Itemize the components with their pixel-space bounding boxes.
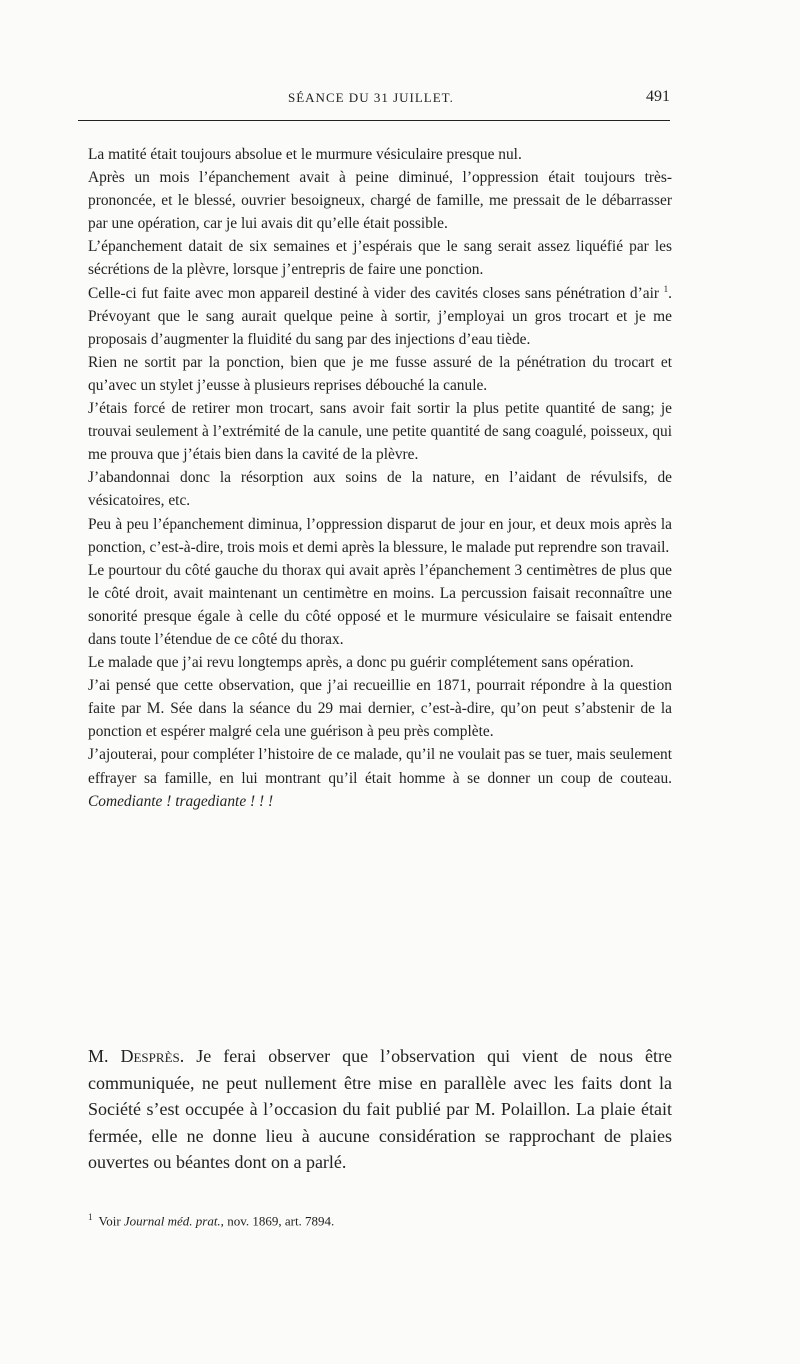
running-title: SÉANCE DU 31 JUILLET. xyxy=(288,90,454,105)
speaker-name: M. Desprès. xyxy=(88,1046,185,1066)
page-header xyxy=(78,82,670,122)
body-text xyxy=(88,143,672,813)
footnote-mark: 1 xyxy=(88,1212,93,1222)
header-rule xyxy=(78,120,670,121)
exclamation: Comediante ! tragediante ! ! ! xyxy=(88,792,274,810)
paragraph: J’étais forcé de retirer mon trocart, sans avoir fait sortir la plus petite quantité de sang; je trouvai seulement à l’extrémité de la canule, une petite quantité de sang coagulé, poisseux, qui me prouva que j’étais bien dans la cavité de la plèvre. xyxy=(88,400,672,464)
paragraph: Celle-ci fut faite avec mon appareil destiné à vider des cavités closes sans pénétration d’air $^1$. Prévoyant que le sang aurait quelque peine à sortir, j’employai un gros trocart et je me proposais d’augmenter la fluidité du sang par des injections d’eau tiède. xyxy=(88,283,672,348)
discussion-paragraph xyxy=(88,1043,672,1176)
paragraph: Rien ne sortit par la ponction, bien que je me fusse assuré de la pénétration du trocart et qu’avec un stylet j’eusse à plusieurs reprises débouché la canule. xyxy=(88,353,672,394)
paragraph: Le pourtour du côté gauche du thorax qui avait après l’épanchement 3 centimètres de plus que le côté droit, avait maintenant un centimètre en moins. La percussion faisait reconnaître une sonorité presque égale à celle du côté opposé et le murmure vésiculaire se faisait entendre dans toute l’étendue de ce côté du thorax. xyxy=(88,561,672,648)
paragraph: J’ajouterai, pour compléter l’histoire de ce malade, qu’il ne voulait pas se tuer, mais seulement effrayer sa famille, en lui montrant qu’il était homme à se donner un coup de couteau. Comediante ! tragediante ! ! ! xyxy=(88,746,672,810)
paragraph: Le malade que j’ai revu longtemps après, a donc pu guérir complétement sans opération. xyxy=(88,654,634,672)
page-number: 491 xyxy=(646,88,670,105)
footnote-reference: 1 xyxy=(663,283,669,294)
paragraph: Après un mois l’épanchement avait à peine diminué, l’oppression était toujours très-prononcée, et le blessé, ouvrier besoigneux, chargé de famille, me pressait de le débarrasser par une opération, car je lui avais dit qu’elle était possible. xyxy=(88,169,672,233)
footnote: $^1$ Voir Journal méd. prat., nov. 1869, art. 7894. xyxy=(88,1212,335,1229)
paragraph: L’épanchement datait de six semaines et j’espérais que le sang serait assez liquéfié par les sécrétions de la plèvre, lorsque j’entrepris de faire une ponction. xyxy=(88,238,672,279)
paragraph: J’ai pensé que cette observation, que j’ai recueillie en 1871, pourrait répondre à la question faite par M. Sée dans la séance du 29 mai dernier, c’est-à-dire, qu’on peut s’abstenir de la ponction et espérer malgré cela une guérison à peu près complète. xyxy=(88,677,672,741)
discussion-text: Je ferai observer que l’observation qui vient de nous être communiquée, ne peut nullement être mise en parallèle avec les faits dont la Société s’est occupée à l’occasion du fait publié par M. Polaillon. La plaie était fermée, elle ne donne lieu à aucune considération se rapprochant de plaies ouvertes ou béantes dont on a parlé. xyxy=(88,1046,673,1172)
paragraph: J’abandonnai donc la résorption aux soins de la nature, en l’aidant de révulsifs, de vésicatoires, etc. xyxy=(88,469,672,510)
paragraph: Peu à peu l’épanchement diminua, l’oppression disparut de jour en jour, et deux mois après la ponction, c’est-à-dire, trois mois et demi après la blessure, le malade put reprendre son travail. xyxy=(88,515,672,556)
paragraph: La matité était toujours absolue et le murmure vésiculaire presque nul. xyxy=(88,146,522,163)
journal-title: Journal méd. prat., xyxy=(123,1213,224,1229)
